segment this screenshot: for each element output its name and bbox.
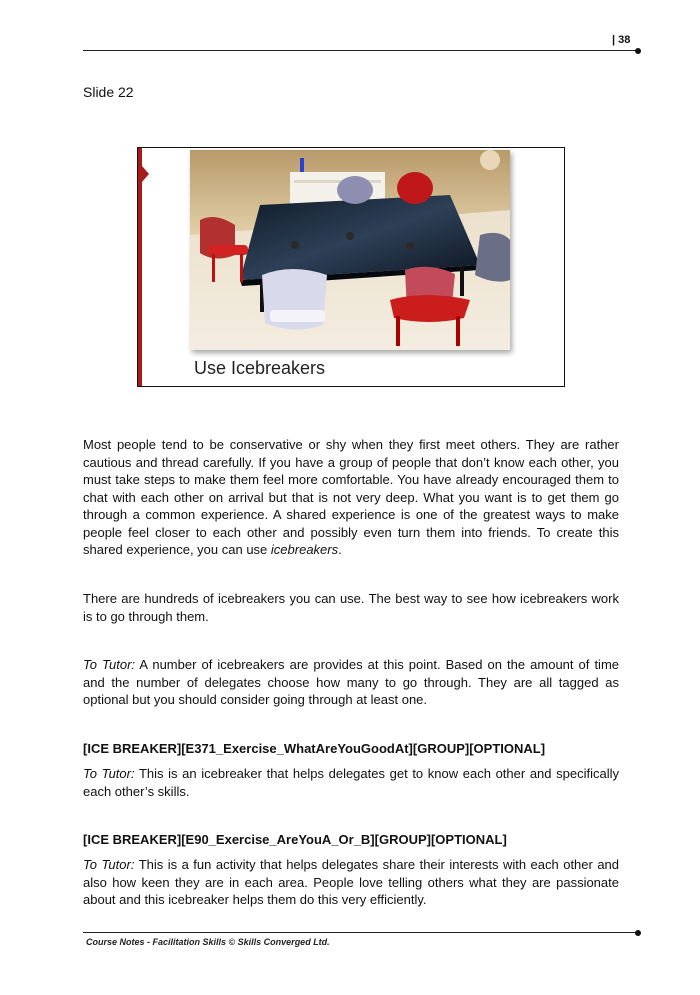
paragraph-hundreds: There are hundreds of icebreakers you can use. The best way to see how icebreakers work is to go through them. [83, 591, 619, 624]
icebreaker-1-text: This is an icebreaker that helps delegates get to know each other and specifically each other’s skills. [83, 766, 620, 799]
icebreaker-heading-1: [ICE BREAKER][E371_Exercise_WhatAreYouGoodAt][GROUP][OPTIONAL] [83, 741, 546, 756]
tutor-label: To Tutor: [83, 657, 136, 672]
tutor-label: To Tutor: [83, 766, 135, 781]
paragraph-icebreaker-1 [83, 765, 619, 800]
paragraph-intro-text: Most people tend to be conservative or shy when they first meet others. They are rather cautious and thread carefully. If you have a group of people that don’t know each other, you must take steps to make them feel more comfortable. You have already encouraged them to chat with each other on arrival but that is not very deep. What you want is to get them go through a common experience. A shared experience is one of the greatest ways to make people feel closer to each other and possibly even turn them into friends. To create this shared experience, you can use [83, 437, 619, 557]
header-rule [83, 50, 637, 51]
slide-accent-bar [138, 148, 142, 386]
slide-label: Slide 22 [83, 84, 134, 100]
page-number: | 38 [612, 34, 631, 46]
meeting-room-illustration [190, 150, 510, 350]
paragraph-intro-end: . [338, 542, 342, 557]
paragraph-icebreaker-2 [83, 856, 619, 909]
slide-caption: Use Icebreakers [194, 358, 326, 378]
tutor-note-text: A number of icebreakers are provides at this point. Based on the amount of time and the number of delegates choose how many to go through. They are all tagged as optional but you should consider going through at least one. [83, 657, 620, 707]
meeting-room-image [190, 150, 510, 350]
tutor-label: To Tutor: [83, 857, 135, 872]
paragraph-intro [83, 436, 619, 559]
rule-dot [635, 48, 641, 54]
paragraph-tutor-note [83, 656, 619, 709]
footer-text: Course Notes - Facilitation Skills © Skills Converged Ltd. [86, 937, 330, 947]
icebreaker-heading-2: [ICE BREAKER][E90_Exercise_AreYouA_Or_B][GROUP][OPTIONAL] [83, 832, 507, 847]
slide-accent-arrow [142, 166, 149, 182]
rule-dot [635, 930, 641, 936]
icebreaker-2-text: This is a fun activity that helps delegates share their interests with each other and also how keen they are in each area. People love telling others what they are passionate about and this icebreaker helps them do this very efficiently. [83, 857, 620, 907]
footer-rule [83, 932, 637, 933]
icebreakers-term: icebreakers [270, 542, 339, 557]
slide-thumbnail [137, 147, 565, 387]
